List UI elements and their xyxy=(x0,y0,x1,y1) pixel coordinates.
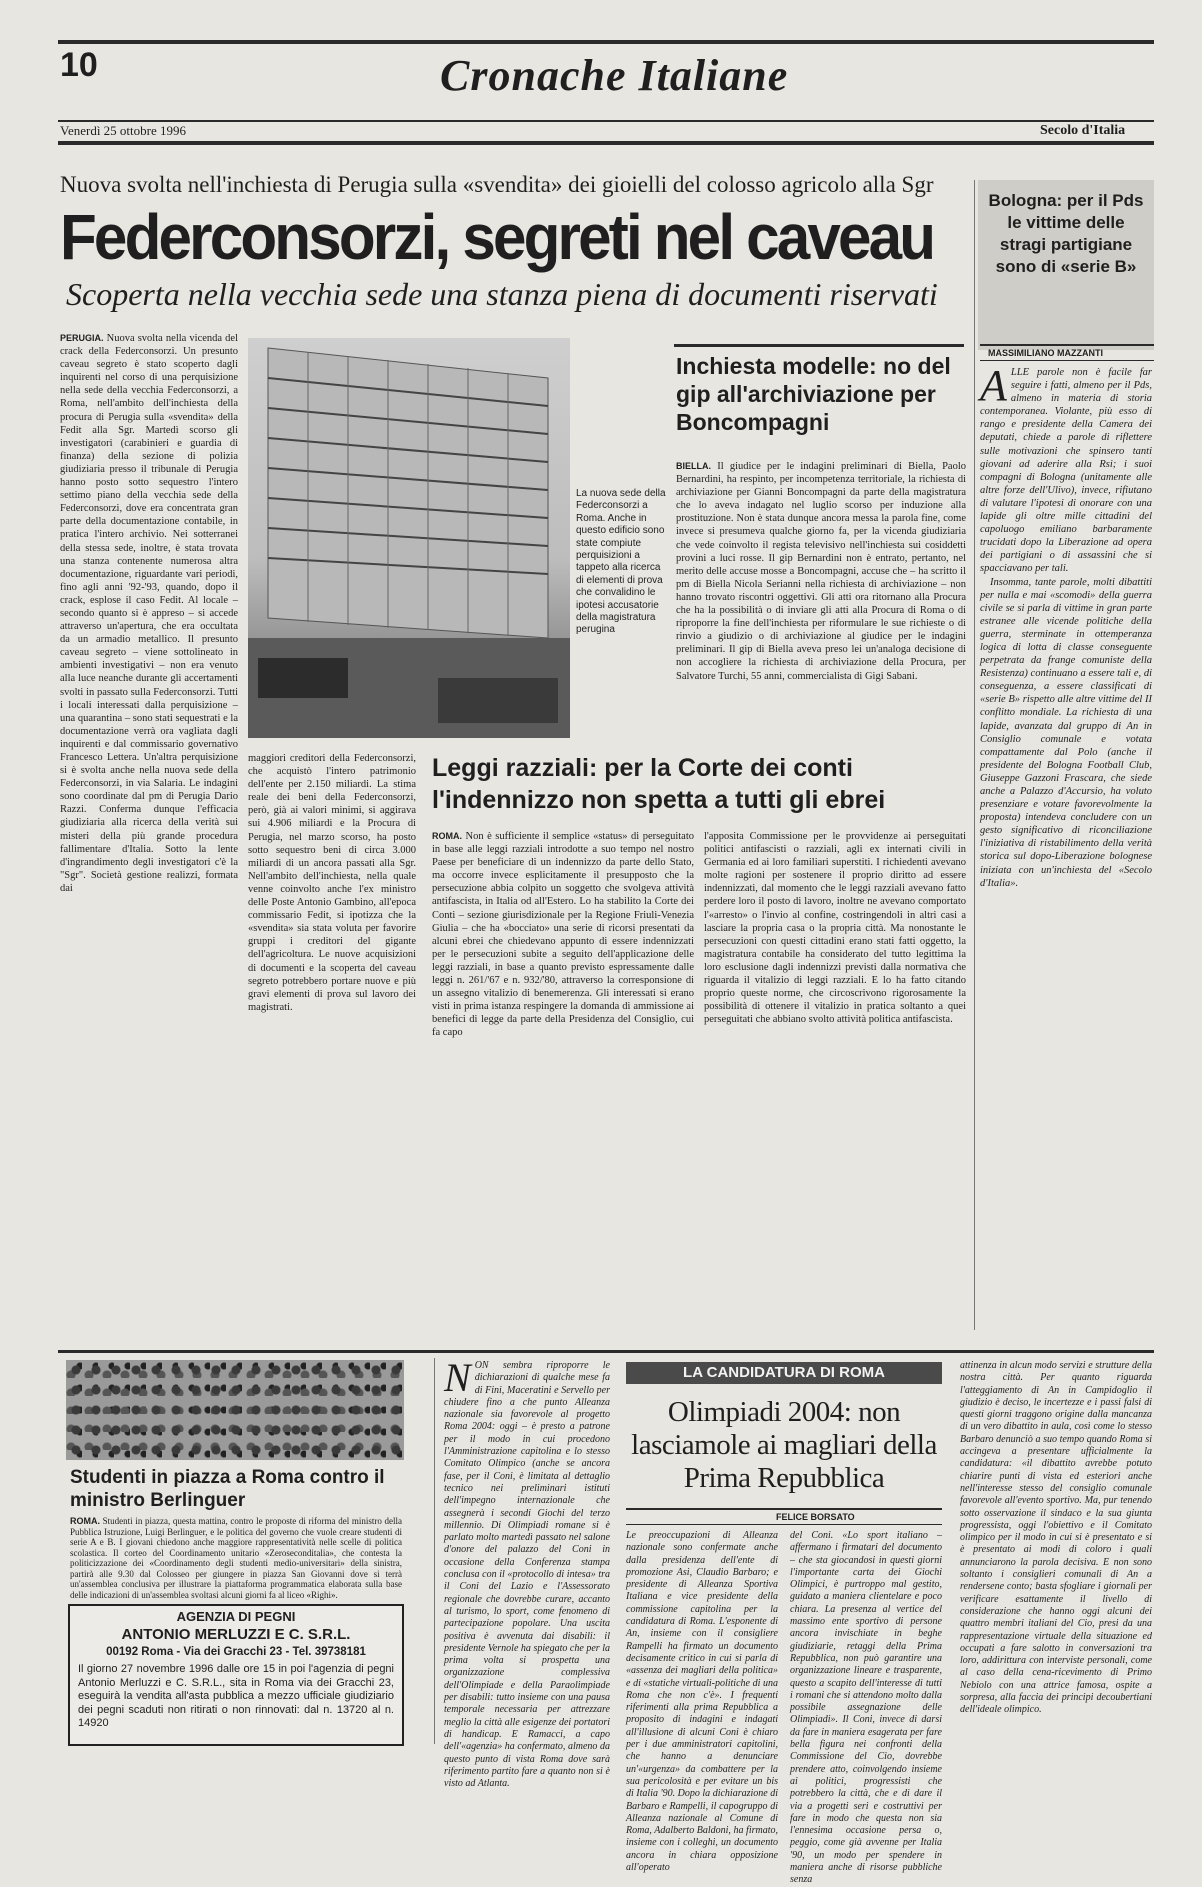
olimpiadi-right-column: attinenza in alcun modo servizi e strutture della nostra città. Per quanto riguarda l'atteggiamento di An in Campidoglio il giudizio è deciso, le incertezze e i passi falsi di questi giorni traggono origine dalla mancanza di un vero dibattito in aula, così come lo stesso Barbaro denunciò a suo tempo quando Roma si accingeva a presentare ufficialmente la candidatura: «il dibattito avrebbe potuto chiarire punti di vista ed esteriori anche nell'interesse stesso del consiglio comunale favorevole all'evento sportivo. Ma, pur tenendo sotto osservazione il sindaco e la sua giunta progressista, oggi l'obiettivo e il Comitato olimpico per il modo in cui si è presentato e si è presentato ai modi di coloro i quali annunciarono la parola decisiva. E non sono soltanto i consiglieri comunali di An a rendersene conto; basta sfogliare i giornali per verificare esattamente il livello di considerazione che hanno oggi alcuni dei quattro membri italiani del Cio, presi da una rappresentazione virtuale della situazione ed occupati a fare salotto in conversazioni tra loro, addirittura con interviste personali, come al caso della cena-ricevimento di Primo Nebiolo con una attrice famosa, ospite a sorpresa, alla faccia dei principi decoubertiani dell'ideale olimpico. xyxy=(960,1360,1152,1716)
header-rule-bottom xyxy=(58,141,1154,145)
photo-caption: La nuova sede della Federconsorzi a Roma. Anche in questo edificio sono state compiute perquisizioni a tappeto alla ricerca di elementi di prova che convalidino le ipotesi accusatorie della magistratura perugina xyxy=(576,488,666,636)
students-crowd-photo xyxy=(66,1360,404,1460)
sidebar-text-rest: Insomma, tante parole, molti dibattiti per nulla e mai «scomodi» della guerra civile se si parla di vittime in gran parte estranee alle vicende politiche della guerra, sterminate in ottemperanza logica di lotta di classe conseguente perpetrata da frange comuniste della Resistenza) continuano a essere tali e, di conseguenza, a essere classificati di «serie B» rispetto alle altre vittime del II conflitto mondiale. La richiesta di una lapide, avanzata dal gruppo di An in Consiglio comunale e votata compattamente dal Polo (anche il presidente del Bologna Football Club, Giuseppe Gazzoni Frascara, che siede anche a Palazzo d'Accursio, ha voluto presenziare e votare favorevolmente la proposta) intendeva concludere con un gesto significativo di riconciliazione l'iniziativa di ristabilimento della verità storica sul dopo-Liberazione bolognese iniziata con un'inchiesta del «Secolo d'Italia». xyxy=(980,576,1152,889)
olimpiadi-dropcap: N xyxy=(444,1355,471,1400)
ad-body: Il giorno 27 novembre 1996 dalle ore 15 in poi l'agenzia di pegni Antonio Merluzzi e C. S.R.L., sita in Roma via dei Gracchi 23, eseguirà la vendita all'asta pubblica a mezzo ufficiale giudiziario dei pegni scaduti non ritirati o non rinnovati: dal n. 13720 al n. 14920 xyxy=(78,1663,394,1729)
razziali-column-2: l'apposita Commissione per le provvidenze ai perseguitati politici antifascisti o razziali, agli ex internati civili in Germania ed ai loro familiari superstiti. I richiedenti avevano molte ragioni per sostenere il proprio diritto ad essere indennizzati, dal momento che le leggi razziali avevano fatto perdere loro il posto di lavoro, inoltre ne avevano comportato l'«arresto» o l'invio al confine, costringendoli in altri casi a lasciare la propria casa o la propria città. Ma nonostante le persecuzioni con questi cittadini erano stati fatti oggetto, la magistratura contabile ha considerato del tutto legittima la loro esclusione dagli indennizzi previsti dalla normativa che riguarda il vitalizio di leggi razziali. E lo ha fatto citando proprio queste norme, che circoscrivono rigorosamente la possibilità di ottenere il vitalizio in pratica soltanto a quei perseguitati che abbiano svolto attività politica antifascista. xyxy=(704,831,966,1026)
olimpiadi-byline: FELICE BORSATO xyxy=(776,1512,855,1522)
olimpiadi-mid-column-2: del Coni. «Lo sport italiano – affermano i firmatari del documento – che sta giocandosi in questi giorni l'importante carta dei Giochi Olimpici, è purtroppo mal gestito, guidato a maniera clientelare e poco chiara. La presenza al vertice del massimo ente sportivo di persone ancora invischiate in beghe giudiziarie, retaggi della Prima Repubblica, non può garantire una organizzazione lineare e trasparente, questo a scapito dell'interesse di tutti i romani che si attendono molto dalla possibile assegnazione delle Olimpiadi». Il Coni, invece di darsi da fare in maniera esagerata per fare bella figura nei confronti della Commissione del Cio, dovrebbe prendere atto, coinvolgendo insieme ai politici, progressisti che potrebbero la città, che e di dare il via a progetti seri e costruttivi per fare in modo che questa non sia l'ennesima occasione persa o, peggio, come già avvenne per Italia '90, un modo per spendere in maniera anche di risorse pubbliche senza xyxy=(790,1530,942,1886)
ad-line-2: ANTONIO MERLUZZI E C. S.R.L. xyxy=(121,1626,351,1643)
olimpiadi-rule xyxy=(626,1508,942,1510)
pawn-agency-ad xyxy=(68,1604,404,1746)
federconsorzi-building-photo xyxy=(248,338,570,738)
razziali-column-1 xyxy=(432,830,694,1330)
modelle-text xyxy=(676,460,966,738)
modelle-body: Il giudice per le indagini preliminari di Biella, Paolo Bernardini, ha respinto, per incompetenza territoriale, la richiesta di archiviazione per Gianni Boncompagni da parte della magistratura che lo aveva indagato nel luglio scorso per induzione alla prostituzione. Non è stata dunque ancora messa la parola fine, come invece si presumeva qualche giorno fa, per la vicenda giudiziaria che vede coinvolto il regista televisivo nell'inchiesta sui cosiddetti provini a luci rosse. Il gip Bernardini non è entrato, pertanto, nel merito delle accuse mosse a Boncompagni, accuse che – ha scritto il pm di Biella Nicola Serianni nella richiesta di archiviazione – non hanno trovato riscontri oggettivi. Gli atti ora ritornano alla Procura che ha la possibilità o di inviare gli atti alla Procura di Roma o di riproporre la fine dell'inchiesta per riformulare le sue richieste o di rinvio a giudizio o di archiviazione al giudice per le indagini preliminari. Il gip di Biella aveva preso lei un'analoga decisione di non accogliere la richiesta di archiviazione della Procura, per Salvatore Turchi, 55 anni, commercialista di Gigi Sabani. xyxy=(676,461,967,682)
sidebar-byline: MASSIMILIANO MAZZANTI xyxy=(988,348,1103,358)
olimpiadi-left-text: ON sembra riproporre le dichiarazioni di qualche mese fa di Fini, Maceratini e Servello per chiudere fino a che punto Alleanza nazionale sia favorevole al progetto Roma 2004: oggi – è presto a patrone per il modo in cui procedono l'Amministrazione capitolina e lo stesso Comitato Olimpico (anche se ancora fase, per il Coni, è limitata al dettaglio tecnico nei preliminari istituti dell'impegno internazionale che assegnerà i secondi Giochi del terzo millennio. Di Olimpiadi romane si è parlato molto martedì passato nel salone d'onore del palazzo del Coni in occasione della Conferenza stampa conclusa con il «protocollo di intesa» tra il Coni del Lazio e l'Assessorato regionale che dovrebbe curare, accanto al turismo, lo sport, come fenomeno di partecipazione popolare. Una uscita positiva è avvenuta dai disabili: il presidente Vernole ha spiegato che per la prima volta si prospetta una organizzazione complessiva dell'Olimpiade e della Paraolimpiade per disabili: tutto insieme con una pausa temporale necessaria per attrezzare meglio la città alle esigenze dei portatori di handicap. E Ramacci, a capo dell'«agenzia» ha confermato, almeno da questo punto di vista Roma dove sarà riferimento partito fare a quanto non si è visto ad Atlanta. xyxy=(444,1360,610,1790)
modelle-headline: Inchiesta modelle: no del gip all'archiviazione per Boncompagni xyxy=(676,353,951,435)
razziali-text-1: Non è sufficiente il semplice «status» di perseguitato in base alle leggi razziali introdotte a suo tempo nel nostro Paese per beneficiare di un indennizzo da parte dello Stato, ma occorre invece esplicitamente il presupposto che la persecuzione abbia colpito un soggetto che svolgeva attività antifascista, in Italia od all'Estero. Lo ha stabilito la Corte dei Conti – sezione giurisdizionale per la Regione Friuli-Venezia Giulia – che ha «bocciato» una serie di ricorsi presentati da alcuni ebrei che chiedevano appunto di essere indennizzati per le persecuzioni subite a seguito dell'applicazione delle leggi razziali, in base a quanto previsto espressamente dalle leggi n. 261/'67 e n. 932/'80, attraverso la corresponsione di un assegno vitalizio di benemerenza. Gli interessati si erano visti in prima istanza respingere la domanda di ammissione ai benefici di legge da parte della Presidenza del Consiglio, cui fa capo xyxy=(432,831,695,1039)
olimpiadi-mid-column-1: Le preoccupazioni di Alleanza nazionale sono confermate anche dalla presidenza dell'ente di promozione Asi, Claudio Barbaro; e presidente di Alleanza Sportiva Italiana e vice presidente della commissione capitolina per la candidatura di Roma. L'esponente di An, insieme con il consigliere Rampelli ha firmato un documento decisamente critico in cui si parla di «assenza dei magliari della politica» e di «statiche virtuali-politiche di una Roma che non c'è». I frequenti riferimenti alla prima Repubblica a proposito di indagini e indagati all'illusione di alcuni Coni è chiaro per i due amministratori capitolini, che hanno a denunciare un'«urgenza» da combattere per la sua pericolosità e per evitare un bis di Italia '90. Dopo la dichiarazione di Barbaro e Rampelli, il capogruppo di Alleanza nazionale al Comune di Roma, Adalberto Baldoni, ha firmato, insieme con i colleghi, un documento ancora in chiara opposizione all'operato xyxy=(626,1530,778,1874)
issue-date: Venerdì 25 ottobre 1996 xyxy=(60,123,187,138)
olimpiadi-rule-2 xyxy=(626,1524,942,1525)
top-rule xyxy=(58,40,1154,44)
sidebar-dropcap: A xyxy=(980,361,1007,410)
sidebar-text xyxy=(980,361,1152,1336)
modelle-dateline: BIELLA. xyxy=(676,461,711,471)
sidebar-divider xyxy=(974,180,975,1330)
olimpiadi-divider xyxy=(434,1358,435,1744)
sidebar-rule xyxy=(980,344,1154,346)
razziali-dateline: ROMA. xyxy=(432,831,462,841)
lead-dateline: PERUGIA. xyxy=(60,333,104,343)
newspaper-name: Secolo d'Italia xyxy=(1040,123,1126,138)
modelle-rule xyxy=(674,344,964,347)
lead-text-1: Nuova svolta nella vicenda del crack della Federconsorzi. Un presunto caveau segreto è stato scoperto dagli inquirenti nel corso di una perquisizione nella sede della vecchia Federconsorzi, a Roma, nell'ambito dell'inchiesta della procura di Perugia sulla «svendita» della Fedit alla Sgr. Martedì scorso gli investigatori (carabinieri e guardia di finanza) della sezione di polizia giudiziaria presso il tribunale di Perugia hanno posto sotto sequestro l'intero settimo piano della vecchia sede della Federconsorzi, dove era concentrata gran parte della documentazione contabile, in pratica l'intero archivio. Nei sotterranei della stessa sede, inoltre, è stata trovata una stanza contenente numerosa altra documentazione, riguardante vari periodi, fino agli anni '92-'93, quando, dopo il crack, esplose il caso Fedit. Al locale – secondo quanto si è appreso – si accede attraverso un'apertura, che era occultata da un armadio metallico. Il presunto caveau segreto – viene sottolineato in ambienti investigativi – non era venuto alla luce neanche durante gli accertamenti svolti in passato sulla Federconsorzi. Tutti i locali interessati dalla perquisizione – una quarantina – sono stati sequestrati e la documentazione verrà ora vagliata dagli inquirenti e dal commissario governativo Francesco Lettera. Un'altra perquisizione si è svolta anche nella nuova sede della Federconsorzi, in via Salaria. Le indagini sono coordinate dal pm di Perugia Dario Razzi. Conferma dunque l'efficacia giudiziaria alla ricerca della verità sui misteri della più grande procedura fallimentare d'Italia. Sotto la lente d'ingrandimento degli investigatori c'è la "Sgr". Società gestione realizzi, formata dai xyxy=(60,333,238,894)
studenti-headline: Studenti in piazza a Roma contro il ministro Berlinguer xyxy=(70,1467,385,1511)
lead-subheadline: Scoperta nella vecchia sede una stanza piena di documenti riservati xyxy=(66,276,938,312)
lead-headline: Federconsorzi, segreti nel caveau xyxy=(60,201,934,273)
lower-section-rule xyxy=(58,1350,1154,1353)
sidebar-headline: Bologna: per il Pds le vittime delle stragi partigiane sono di «serie B» xyxy=(988,191,1144,276)
page-number: 10 xyxy=(60,46,98,84)
lead-column-2: maggiori creditori della Federconsorzi, che acquistò l'intero patrimonio dell'ente per 2.150 miliardi. La stima reale dei beni della Federconsorzi, però, già ai valori minimi, si aggirava sui 4.906 miliardi e la Procura di Perugia, nel marzo scorso, ha posto sotto sequestro beni di circa 3.000 miliardi di un ancora passati alla Sgr. Nell'ambito dell'inchiesta, nella quale venne coinvolto anche l'ex ministro delle Poste Antonio Gambino, all'epoca commissario Fedit, si ipotizza che la «svendita» sia stata voluta per favorire gruppi i creditori del gigante dell'agricoltura. Le nuove acquisizioni di documenti e la scoperta del caveau segreto potrebbero portare nuove e più gravi elementi di prova sul lavoro dei magistrati. xyxy=(248,753,416,1013)
ad-line-1: AGENZIA DI PEGNI xyxy=(176,1609,296,1624)
section-title: Cronache Italiane xyxy=(440,51,789,100)
studenti-body: Studenti in piazza, questa mattina, contro le proposte di riforma del ministro della Pubblica Istruzione, Luigi Berlinguer, e le politica del governo che vuole creare studenti di serie A e B. I giovani chiedono anche maggiore rappresentatività nelle scelle di politica scolastica. Il corteo del Coordinamento unitario «Zeroseconditalia», che contesta la politicizzazione dei «Coordinamento degli studenti medio-universitari» della sinistra, partirà alle 9.30 dal Colosseo per giungere in piazza San Giovanni dove si terrà un'assemblea conclusiva per illustrare la piattaforma programmatica elaborata sulla base delle indicazioni di un'assemblea svoltasi alcuni giorni fa al liceo «Righi». xyxy=(70,1516,403,1600)
lead-column-1 xyxy=(60,332,238,1332)
lead-kicker: Nuova svolta nell'inchiesta di Perugia sulla «svendita» dei gioielli del colosso agricolo alla Sgr xyxy=(60,172,934,197)
header-rule xyxy=(58,120,1154,122)
olimpiadi-headline: Olimpiadi 2004: non lasciamole ai magliari della Prima Repubblica xyxy=(631,1396,937,1494)
sidebar-text-first: LLE parole non è facile far seguire i fatti, almeno per il Pds, almeno in materia di storia contemporanea. Violante, più esso di rango e presidente della Camera dei deputati, chiede a parole di riflettere sulle motivazioni che spinsero tanti giovani ad aderire alla Rsi; i suoi compagni di Bologna (unitamente alle altre forze dell'Ulivo), invece, rifiutano di valutare l'ipotesi di onorare con una lapide gli oltre mille cittadini del capoluogo emiliano barbaramente trucidati dopo la Liberazione ad opera dei partigiani o di assassini che si spacciavano per tali. xyxy=(980,367,1152,575)
razziali-headline: Leggi razziali: per la Corte dei conti l'indennizzo non spetta a tutti gli ebrei xyxy=(432,754,886,814)
studenti-dateline: ROMA. xyxy=(70,1516,100,1526)
ad-line-3: 00192 Roma - Via dei Gracchi 23 - Tel. 39738181 xyxy=(106,1646,366,1658)
studenti-text xyxy=(70,1516,402,1598)
building-illustration xyxy=(248,338,570,738)
olimpiadi-kicker: LA CANDIDATURA DI ROMA xyxy=(626,1362,942,1384)
olimpiadi-left-column xyxy=(444,1355,610,1790)
